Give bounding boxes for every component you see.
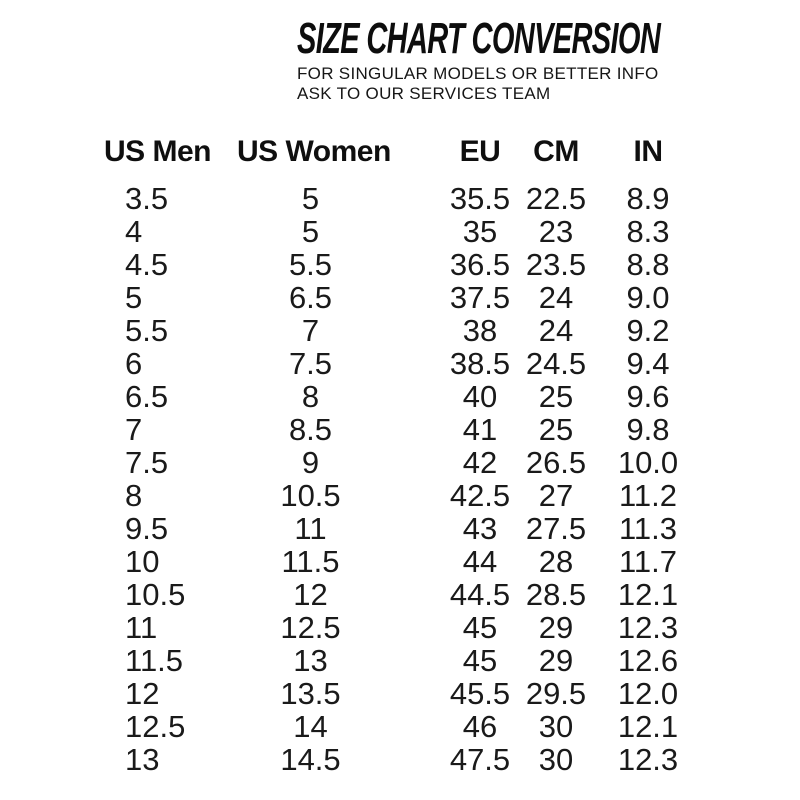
table-cell: 11.5 — [281, 544, 340, 579]
column-gap — [384, 215, 442, 248]
table-cell: 27.5 — [525, 511, 587, 546]
column-header-in: IN — [633, 135, 663, 168]
column-gap — [384, 182, 442, 215]
table-cell: 35.5 — [449, 181, 511, 216]
column-gap — [384, 446, 442, 479]
table-cell: 9.2 — [626, 313, 670, 348]
table-cell: 8.5 — [288, 412, 333, 447]
column-gap — [384, 347, 442, 380]
table-cell: 14 — [293, 709, 328, 744]
table-cell: 5.5 — [288, 247, 333, 282]
table-cell: 25 — [538, 412, 574, 447]
table-row — [104, 248, 702, 281]
table-cell: 12.3 — [617, 610, 679, 645]
table-cell: 8 — [301, 379, 320, 414]
column-gap — [384, 314, 442, 347]
table-cell: 12.1 — [617, 709, 679, 744]
table-row — [104, 677, 702, 710]
size-conversion-table — [104, 135, 702, 776]
table-cell: 12.6 — [617, 643, 679, 678]
table-row — [104, 215, 702, 248]
table-row — [104, 512, 702, 545]
table-cell: 45 — [462, 643, 498, 678]
table-cell: 28 — [538, 544, 574, 579]
table-row — [104, 413, 702, 446]
table-cell: 43 — [462, 511, 498, 546]
table-cell: 9.4 — [626, 346, 670, 381]
table-cell: 10.5 — [125, 577, 186, 612]
table-cell: 38 — [462, 313, 498, 348]
table-cell: 46 — [462, 709, 498, 744]
table-cell: 8 — [125, 478, 143, 513]
table-cell: 36.5 — [449, 247, 511, 282]
table-cell: 44.5 — [449, 577, 511, 612]
table-cell: 9.0 — [626, 280, 670, 315]
table-cell: 6 — [125, 346, 143, 381]
table-cell: 9.5 — [125, 511, 169, 546]
column-header-eu: EU — [459, 135, 501, 168]
table-cell: 24 — [538, 280, 574, 315]
table-cell: 12.1 — [617, 577, 679, 612]
table-row — [104, 281, 702, 314]
table-row — [104, 446, 702, 479]
table-cell: 29 — [538, 610, 574, 645]
table-cell: 27 — [538, 478, 574, 513]
table-cell: 5 — [301, 214, 320, 249]
table-cell: 23.5 — [525, 247, 587, 282]
table-cell: 11 — [125, 610, 158, 645]
page-title-text: SIZE CHART CONVERSION — [297, 14, 661, 63]
page-title — [297, 14, 777, 63]
table-cell: 11.5 — [125, 643, 184, 678]
table-cell: 7.5 — [125, 445, 169, 480]
column-gap — [384, 135, 442, 168]
table-row — [104, 710, 702, 743]
table-cell: 11 — [294, 511, 327, 546]
table-cell: 29 — [538, 643, 574, 678]
table-row — [104, 545, 702, 578]
table-cell: 12 — [293, 577, 328, 612]
table-cell: 11.2 — [618, 478, 678, 513]
table-cell: 3.5 — [125, 181, 169, 216]
column-gap — [384, 413, 442, 446]
table-cell: 25 — [538, 379, 574, 414]
table-cell: 12 — [125, 676, 160, 711]
column-gap — [384, 248, 442, 281]
column-gap — [384, 644, 442, 677]
table-row — [104, 644, 702, 677]
table-cell: 38.5 — [449, 346, 511, 381]
table-row — [104, 743, 702, 776]
table-cell: 10 — [125, 544, 160, 579]
column-gap — [384, 611, 442, 644]
table-cell: 24 — [538, 313, 574, 348]
table-cell: 24.5 — [525, 346, 587, 381]
table-cell: 8.3 — [626, 214, 670, 249]
table-cell: 45.5 — [449, 676, 511, 711]
table-row — [104, 347, 702, 380]
table-cell: 7.5 — [288, 346, 333, 381]
table-cell: 8.8 — [626, 247, 670, 282]
column-gap — [384, 281, 442, 314]
table-cell: 9.8 — [626, 412, 670, 447]
table-cell: 28.5 — [525, 577, 587, 612]
page-subtitle — [297, 64, 777, 104]
table-row — [104, 479, 702, 512]
table-cell: 10.0 — [617, 445, 679, 480]
table-cell: 42.5 — [449, 478, 511, 513]
table-cell: 42 — [462, 445, 498, 480]
table-cell: 6.5 — [288, 280, 333, 315]
table-row — [104, 611, 702, 644]
table-cell: 13 — [293, 643, 328, 678]
table-cell: 13 — [125, 742, 160, 777]
table-cell: 12.3 — [617, 742, 679, 777]
table-cell: 37.5 — [449, 280, 511, 315]
table-cell: 7 — [125, 412, 143, 447]
table-cell: 45 — [462, 610, 498, 645]
column-gap — [384, 545, 442, 578]
table-cell: 4 — [125, 214, 143, 249]
column-gap — [384, 677, 442, 710]
table-row — [104, 314, 702, 347]
table-cell: 35 — [462, 214, 498, 249]
subtitle-line-2: ASK TO OUR SERVICES TEAM — [297, 84, 551, 103]
table-row — [104, 182, 702, 215]
table-row — [104, 380, 702, 413]
table-cell: 11.3 — [618, 511, 678, 546]
page-header — [297, 14, 777, 104]
table-cell: 47.5 — [449, 742, 511, 777]
table-header-row — [104, 135, 702, 168]
table-cell: 5 — [125, 280, 143, 315]
table-cell: 10.5 — [280, 478, 341, 513]
table-cell: 30 — [538, 742, 574, 777]
column-header-cm: CM — [533, 135, 579, 168]
column-gap — [384, 578, 442, 611]
table-cell: 7 — [301, 313, 320, 348]
table-cell: 6.5 — [125, 379, 169, 414]
table-cell: 40 — [462, 379, 498, 414]
table-cell: 9.6 — [626, 379, 670, 414]
table-cell: 5.5 — [125, 313, 169, 348]
table-cell: 12.5 — [125, 709, 186, 744]
table-cell: 12.5 — [280, 610, 341, 645]
table-cell: 41 — [462, 412, 498, 447]
table-cell: 5 — [301, 181, 320, 216]
table-cell: 12.0 — [617, 676, 679, 711]
table-cell: 14.5 — [280, 742, 341, 777]
column-header-us-men: US Men — [104, 135, 212, 168]
table-cell: 44 — [462, 544, 498, 579]
table-cell: 13.5 — [280, 676, 341, 711]
column-gap — [384, 479, 442, 512]
table-cell: 26.5 — [525, 445, 587, 480]
column-gap — [384, 380, 442, 413]
table-body — [104, 182, 702, 776]
table-cell: 22.5 — [525, 181, 587, 216]
table-cell: 29.5 — [525, 676, 587, 711]
column-gap — [384, 743, 442, 776]
column-gap — [384, 710, 442, 743]
table-cell: 8.9 — [626, 181, 670, 216]
table-cell: 11.7 — [618, 544, 678, 579]
table-cell: 30 — [538, 709, 574, 744]
table-row — [104, 578, 702, 611]
table-cell: 9 — [301, 445, 320, 480]
column-header-us-women: US Women — [237, 135, 391, 168]
column-gap — [384, 512, 442, 545]
subtitle-line-1: FOR SINGULAR MODELS OR BETTER INFO — [297, 64, 659, 83]
table-cell: 4.5 — [125, 247, 169, 282]
table-cell: 23 — [538, 214, 574, 249]
